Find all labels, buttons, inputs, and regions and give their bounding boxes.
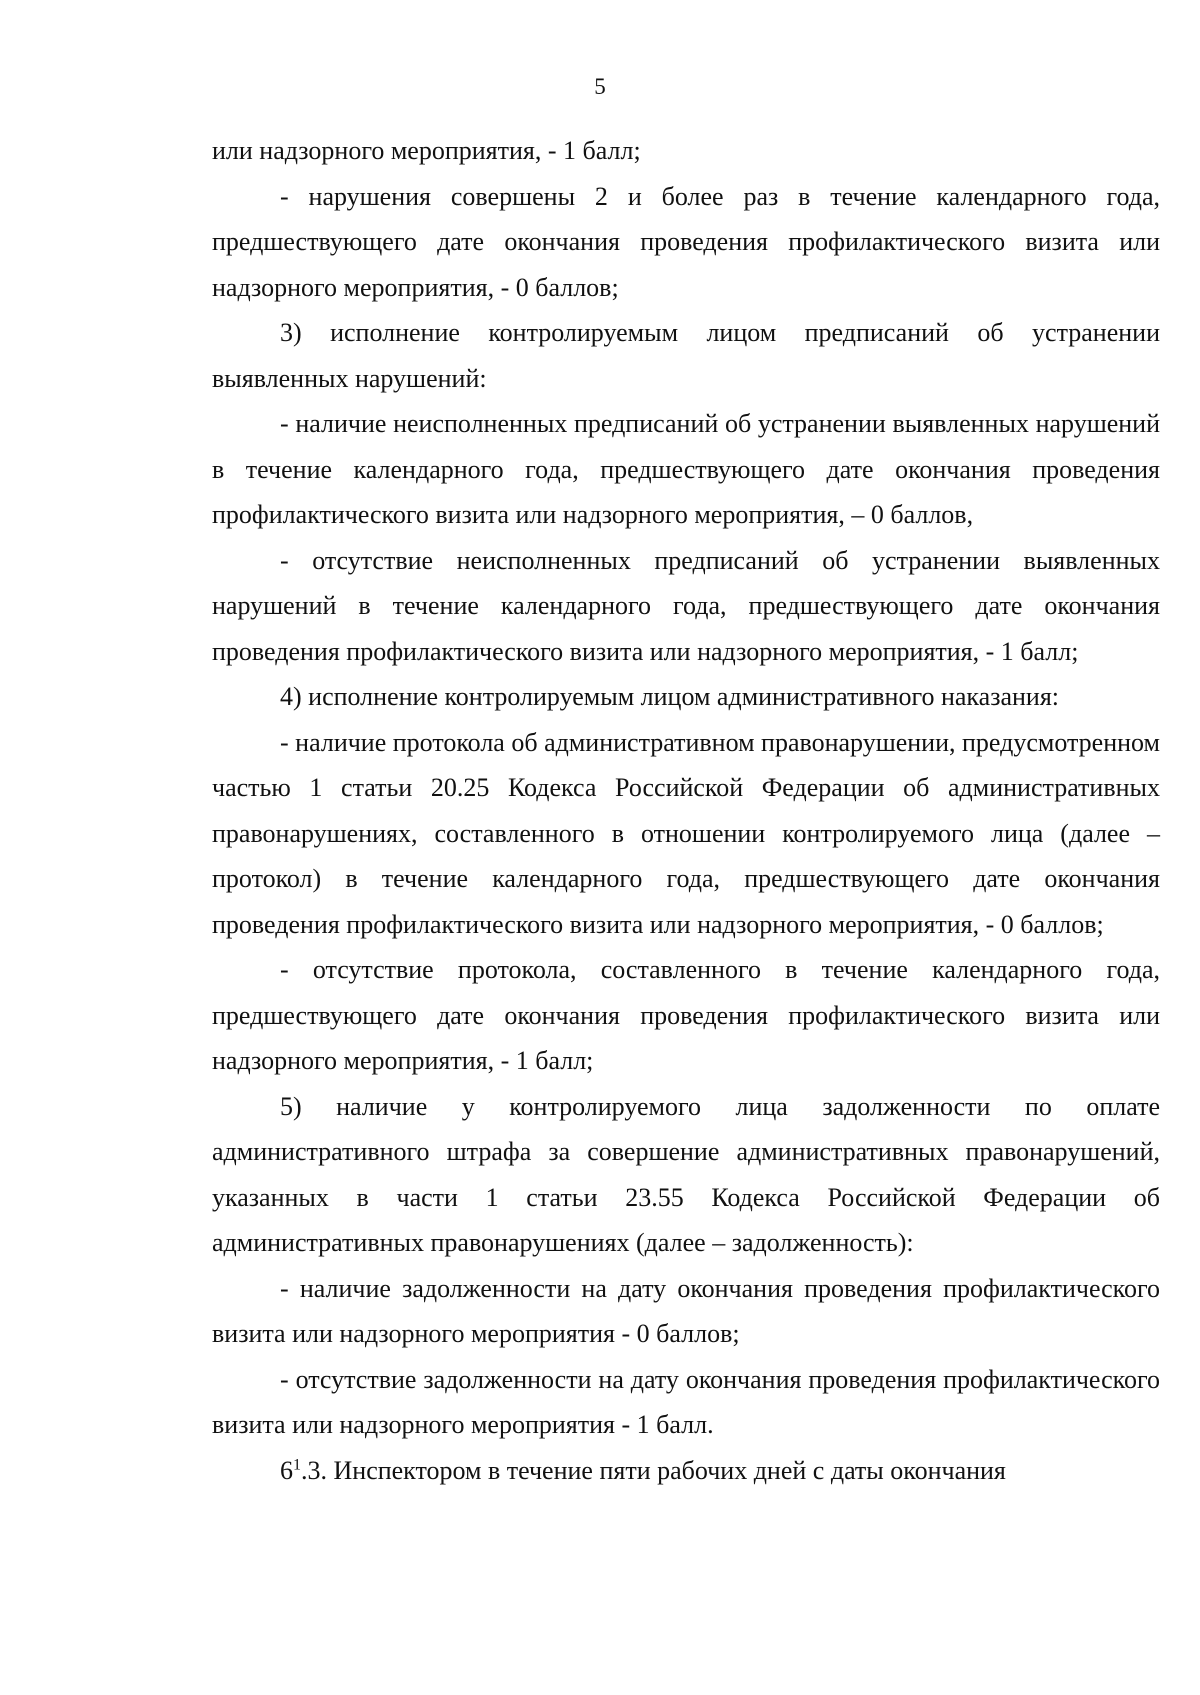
paragraph: - отсутствие неисполненных предписаний об устранении выявленных нарушений в течение календарного года, предшествующего дате окончания проведения профилактического визита или надзорного мероприятия, - 1 балл; <box>212 545 1160 666</box>
last-paragraph <box>212 1448 1160 1494</box>
document-body <box>212 128 1160 1493</box>
section-number: 6 <box>280 1455 293 1485</box>
paragraph: - отсутствие задолженности на дату окончания проведения профилактического визита или надзорного мероприятия - 1 балл. <box>212 1364 1160 1439</box>
paragraph: - наличие неисполненных предписаний об устранении выявленных нарушений в течение календарного года, предшествующего дате окончания проведения профилактического визита или надзорного мероприятия, – 0 баллов, <box>212 409 1160 529</box>
paragraph: - наличие протокола об административном правонарушении, предусмотренном частью 1 статьи 20.25 Кодекса Российской Федерации об административных правонарушениях, составленного в отношении контролируемого лица (далее – протокол) в течение календарного года, предшествующего дате окончания проведения профилактического визита или надзорного мероприятия, - 0 баллов; <box>212 727 1161 939</box>
paragraph: - наличие задолженности на дату окончания проведения профилактического визита или надзорного мероприятия - 0 баллов; <box>212 1273 1160 1348</box>
paragraph: 5) наличие у контролируемого лица задолженности по оплате административного штрафа за совершение административных правонарушений, указанных в части 1 статьи 23.55 Кодекса Российской Федерации об административных правонарушениях (далее – задолженность): <box>212 1091 1160 1257</box>
paragraph: 4) исполнение контролируемым лицом административного наказания: <box>280 682 1060 711</box>
paragraph: или надзорного мероприятия, - 1 балл; <box>212 136 641 165</box>
paragraph: - отсутствие протокола, составленного в течение календарного года, предшествующего дате окончания проведения профилактического визита или надзорного мероприятия, - 1 балл; <box>212 955 1160 1075</box>
last-paragraph-text: .3. Инспектором в течение пяти рабочих дней с даты окончания <box>301 1455 1006 1485</box>
paragraph: 3) исполнение контролируемым лицом предписаний об устранении выявленных нарушений: <box>212 318 1160 393</box>
paragraph: - нарушения совершены 2 и более раз в течение календарного года, предшествующего дате окончания проведения профилактического визита или надзорного мероприятия, - 0 баллов; <box>212 181 1160 302</box>
page-number: 5 <box>594 74 606 99</box>
section-superscript: 1 <box>293 1455 301 1473</box>
